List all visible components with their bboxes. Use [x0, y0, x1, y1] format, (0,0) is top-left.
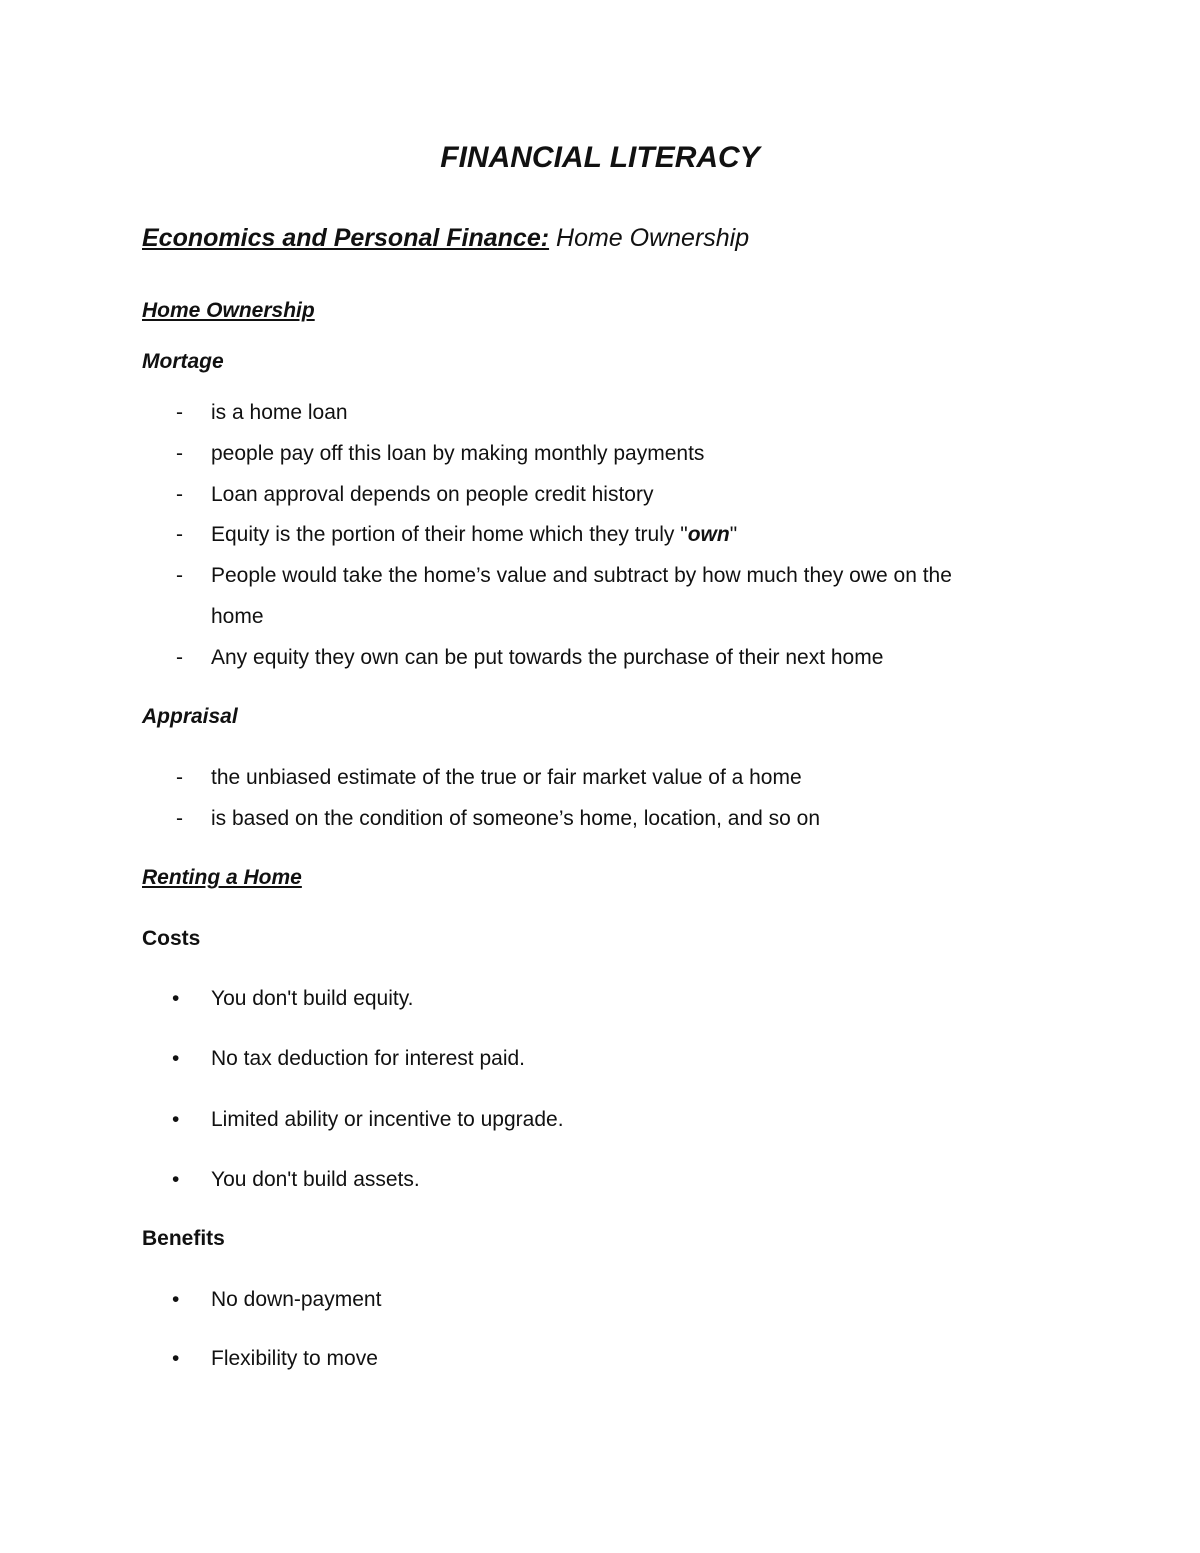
list-marker: -: [176, 523, 183, 546]
equity-text: Equity is the portion of their home which they truly ": [211, 523, 688, 546]
list-item: Loan approval depends on people credit history: [211, 483, 654, 506]
bullet-marker: •: [172, 1108, 180, 1131]
equity-close-quote: ": [729, 523, 738, 546]
subheading-appraisal: Appraisal: [142, 705, 238, 728]
bullet-marker: •: [172, 1288, 180, 1311]
list-item: is a home loan: [211, 401, 348, 424]
list-marker: -: [176, 807, 183, 830]
subheading-costs: Costs: [142, 927, 201, 950]
list-marker: -: [176, 442, 183, 465]
list-item: people pay off this loan by making monthly payments: [211, 442, 705, 465]
page-title: FINANCIAL LITERACY: [440, 141, 760, 174]
subject-line: [142, 222, 749, 254]
list-marker: -: [176, 766, 183, 789]
equity-emphasis: own: [687, 523, 730, 546]
subject-topic: Home Ownership: [549, 224, 750, 252]
section-heading-renting: Renting a Home: [142, 866, 302, 889]
section-heading-home-ownership: Home Ownership: [142, 299, 315, 322]
bullet-marker: •: [172, 987, 180, 1010]
list-item: You don't build equity.: [211, 987, 414, 1010]
list-item: is based on the condition of someone’s home, location, and so on: [211, 807, 821, 830]
list-item: Flexibility to move: [211, 1347, 378, 1370]
list-item: the unbiased estimate of the true or fair market value of a home: [211, 766, 802, 789]
subheading-mortgage: Mortage: [142, 350, 224, 373]
list-item-continuation: home: [211, 605, 264, 628]
bullet-marker: •: [172, 1347, 180, 1370]
list-item: No down-payment: [211, 1288, 382, 1311]
subject-lead: Economics and Personal Finance:: [142, 224, 550, 252]
list-marker: -: [176, 646, 183, 669]
list-item: Limited ability or incentive to upgrade.: [211, 1108, 564, 1131]
list-item-equity: [211, 522, 737, 548]
list-marker: -: [176, 401, 183, 424]
list-item: No tax deduction for interest paid.: [211, 1047, 526, 1070]
list-marker: -: [176, 483, 183, 506]
list-item: Any equity they own can be put towards the purchase of their next home: [211, 646, 884, 669]
list-item: You don't build assets.: [211, 1168, 420, 1191]
list-item: People would take the home’s value and subtract by how much they owe on the: [211, 564, 952, 587]
list-marker: -: [176, 564, 183, 587]
bullet-marker: •: [172, 1047, 180, 1070]
subheading-benefits: Benefits: [142, 1227, 225, 1250]
bullet-marker: •: [172, 1168, 180, 1191]
